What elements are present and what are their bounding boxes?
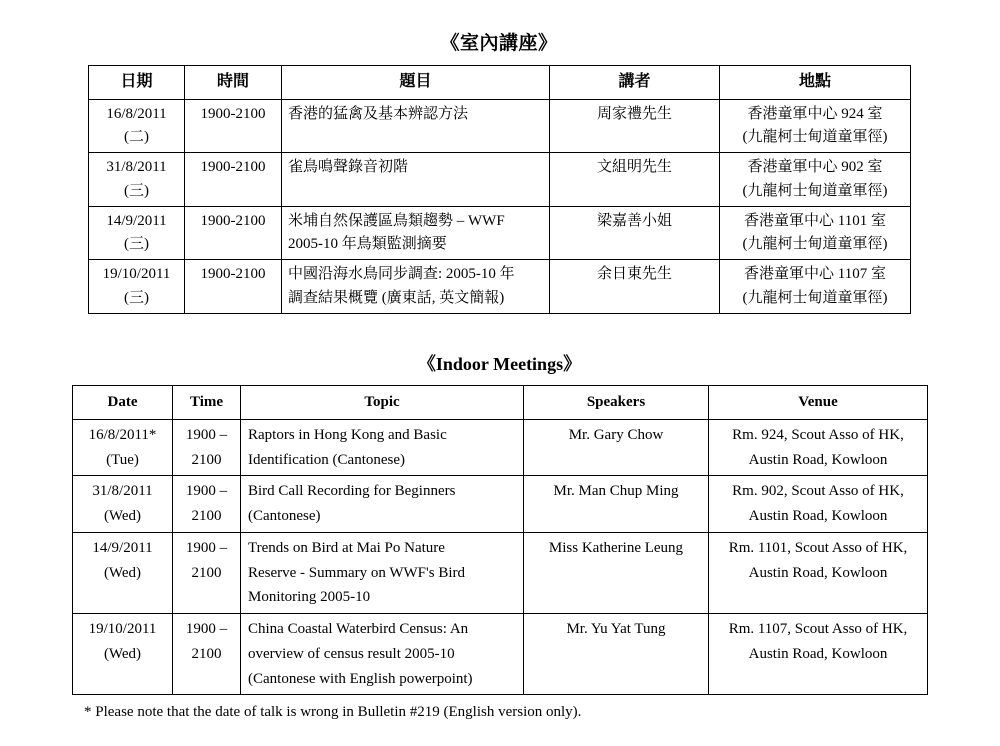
cell-topic <box>282 153 550 207</box>
cell-speaker: Mr. Gary Chow <box>524 419 709 476</box>
cell-time <box>173 532 241 613</box>
footnote: * Please note that the date of talk is wrong in Bulletin #219 (English version only). <box>84 704 582 721</box>
venue-line-1: Rm. 902, Scout Asso of HK, <box>732 483 904 500</box>
date-line-1: 31/8/2011 <box>106 159 167 176</box>
cell-time: 1900-2100 <box>185 206 282 260</box>
topic-line-1: 雀鳥鳴聲錄音初階 <box>288 159 409 176</box>
cell-date <box>73 532 173 613</box>
cell-speaker: Mr. Yu Yat Tung <box>524 614 709 695</box>
english-meetings-section <box>72 350 927 721</box>
cell-topic <box>282 260 550 314</box>
cell-date <box>73 476 173 533</box>
time-line-2: 2100 <box>191 451 222 468</box>
topic-line-2: Identification (Cantonese) <box>248 451 406 468</box>
topic-line-1: China Coastal Waterbird Census: An <box>248 621 469 637</box>
cell-date <box>73 419 173 476</box>
cell-topic <box>241 419 524 476</box>
english-section-title: 《Indoor Meetings》 <box>417 354 582 374</box>
time-line-1: 1900 – <box>185 426 228 443</box>
topic-line-2: overview of census result 2005-10 <box>248 645 455 662</box>
table-header-row <box>89 66 911 100</box>
cell-date <box>89 260 185 314</box>
cell-venue <box>709 614 928 695</box>
time-line-1: 1900 – <box>185 621 228 637</box>
topic-line-3: (Cantonese with English powerpoint) <box>248 670 473 687</box>
date-line-1: 14/9/2011 <box>106 212 167 229</box>
venue-line-1: Rm. 1107, Scout Asso of HK, <box>728 621 908 637</box>
date-line-1: 19/10/2011 <box>88 621 157 637</box>
column-header-date: 日期 <box>89 66 185 100</box>
cell-time: 1900-2100 <box>185 260 282 314</box>
venue-line-1: 香港童軍中心 902 室 <box>747 159 883 176</box>
date-line-2: (Wed) <box>103 645 142 662</box>
venue-line-1: 香港童軍中心 924 室 <box>747 105 883 122</box>
date-line-2: (三) <box>124 289 149 306</box>
cell-venue <box>720 99 911 153</box>
venue-line-2: Austin Road, Kowloon <box>748 508 888 524</box>
cell-speaker: 文組明先生 <box>550 153 720 207</box>
topic-line-2: Reserve - Summary on WWF's Bird <box>248 564 465 581</box>
topic-line-2: 調查結果概覽 (廣東話, 英文簡報) <box>288 289 505 306</box>
venue-line-1: Rm. 924, Scout Asso of HK, <box>732 426 904 443</box>
column-header-venue: Venue <box>709 386 928 420</box>
cell-topic <box>241 532 524 613</box>
cell-topic <box>241 476 524 533</box>
cell-venue <box>709 532 928 613</box>
cell-date <box>73 614 173 695</box>
topic-line-1: 中國沿海水鳥同步調查: 2005-10 年 <box>288 266 515 283</box>
cell-speaker: Miss Katherine Leung <box>524 532 709 613</box>
cell-venue <box>720 206 911 260</box>
topic-line-1: 米埔自然保護區鳥類趨勢 – WWF <box>288 212 505 229</box>
date-line-1: 14/9/2011 <box>92 539 153 556</box>
cell-time <box>173 614 241 695</box>
date-line-2: (Wed) <box>103 508 142 524</box>
table-row <box>73 476 928 533</box>
cell-time: 1900-2100 <box>185 153 282 207</box>
venue-line-1: 香港童軍中心 1107 室 <box>744 266 886 283</box>
date-line-2: (二) <box>124 129 149 146</box>
table-row <box>89 260 911 314</box>
table-row <box>89 99 911 153</box>
venue-line-2: (九龍柯士甸道童軍徑) <box>742 289 888 306</box>
cell-date <box>89 99 185 153</box>
column-header-venue: 地點 <box>720 66 911 100</box>
date-line-2: (三) <box>124 182 149 199</box>
cell-time <box>173 419 241 476</box>
chinese-meetings-table <box>88 65 911 314</box>
english-meetings-table <box>72 385 928 695</box>
cell-speaker: 梁嘉善小姐 <box>550 206 720 260</box>
topic-line-1: 香港的猛禽及基本辨認方法 <box>288 105 469 122</box>
date-line-2: (Tue) <box>106 451 139 468</box>
date-line-1: 16/8/2011 <box>106 105 167 122</box>
column-header-speakers: Speakers <box>524 386 709 420</box>
column-header-speaker: 講者 <box>550 66 720 100</box>
column-header-time: Time <box>173 386 241 420</box>
column-header-topic: Topic <box>241 386 524 420</box>
date-line-2: (三) <box>124 236 149 253</box>
venue-line-2: Austin Road, Kowloon <box>748 451 888 468</box>
venue-line-2: Austin Road, Kowloon <box>748 645 888 662</box>
table-row <box>73 532 928 613</box>
date-line-1: 19/10/2011 <box>102 266 171 283</box>
cell-venue <box>709 476 928 533</box>
venue-line-2: (九龍柯士甸道童軍徑) <box>742 182 888 199</box>
venue-line-2: (九龍柯士甸道童軍徑) <box>742 236 888 253</box>
topic-line-1: Raptors in Hong Kong and Basic <box>248 426 447 443</box>
table-row <box>73 614 928 695</box>
cell-speaker: Mr. Man Chup Ming <box>524 476 709 533</box>
table-header-row <box>73 386 928 420</box>
topic-line-2: 2005-10 年鳥類監測摘要 <box>288 236 447 253</box>
cell-time: 1900-2100 <box>185 99 282 153</box>
venue-line-2: (九龍柯士甸道童軍徑) <box>742 129 888 146</box>
cell-venue <box>720 153 911 207</box>
topic-line-1: Trends on Bird at Mai Po Nature <box>248 539 445 556</box>
column-header-topic: 題目 <box>282 66 550 100</box>
column-header-date: Date <box>73 386 173 420</box>
cell-speaker: 余日東先生 <box>550 260 720 314</box>
time-line-2: 2100 <box>191 564 222 581</box>
cell-venue <box>709 419 928 476</box>
topic-line-3: Monitoring 2005-10 <box>248 589 371 606</box>
cell-venue <box>720 260 911 314</box>
time-line-2: 2100 <box>191 508 222 524</box>
venue-line-1: Rm. 1101, Scout Asso of HK, <box>728 539 908 556</box>
column-header-time: 時間 <box>185 66 282 100</box>
chinese-section-title: 《室內講座》 <box>440 33 558 54</box>
cell-date <box>89 153 185 207</box>
venue-line-1: 香港童軍中心 1101 室 <box>744 212 886 229</box>
date-line-2: (Wed) <box>103 564 142 581</box>
date-line-1: 31/8/2011 <box>92 483 153 500</box>
cell-time <box>173 476 241 533</box>
topic-line-1: Bird Call Recording for Beginners <box>248 483 456 500</box>
time-line-2: 2100 <box>191 645 222 662</box>
cell-topic <box>282 99 550 153</box>
time-line-1: 1900 – <box>185 539 228 556</box>
chinese-meetings-section <box>88 28 910 314</box>
cell-speaker: 周家禮先生 <box>550 99 720 153</box>
time-line-1: 1900 – <box>185 483 228 500</box>
table-row <box>89 153 911 207</box>
topic-line-2: (Cantonese) <box>248 508 321 524</box>
cell-date <box>89 206 185 260</box>
cell-topic <box>282 206 550 260</box>
venue-line-2: Austin Road, Kowloon <box>748 564 888 581</box>
table-row <box>73 419 928 476</box>
cell-topic <box>241 614 524 695</box>
date-line-1: 16/8/2011* <box>88 426 157 443</box>
table-row <box>89 206 911 260</box>
